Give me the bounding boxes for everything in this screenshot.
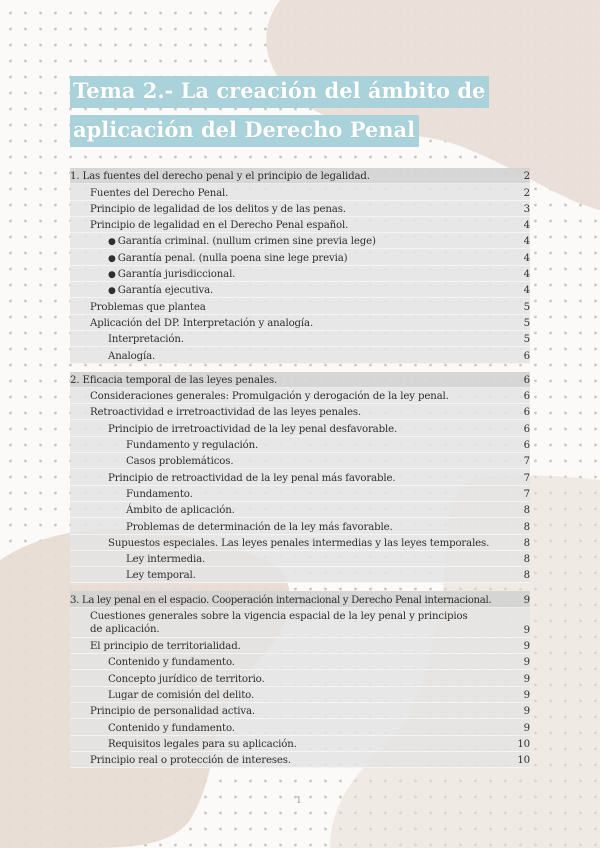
toc-page: 7 [523, 488, 530, 500]
toc-page: 4 [523, 252, 530, 264]
toc-label: Principio de legalidad de los delitos y de las penas. [90, 203, 346, 215]
toc-label: Principio de retroactividad de la ley penal más favorable. [108, 472, 396, 484]
toc-entry[interactable] [70, 298, 530, 314]
toc-label [70, 236, 502, 248]
toc-page: 6 [523, 391, 530, 403]
toc-entry[interactable] [70, 201, 530, 217]
toc-entry[interactable] [70, 282, 530, 298]
toc-page: 5 [523, 317, 530, 329]
toc-entry[interactable] [70, 518, 530, 534]
page-title [70, 76, 489, 154]
toc-entry[interactable] [70, 535, 530, 551]
toc-label: 3. La ley penal en el espacio. Cooperación internacional y Derecho Penal internacional. [70, 594, 492, 606]
toc-label: Problemas de determinación de la ley más favorable. [126, 521, 393, 533]
bullet-icon: ● [108, 253, 116, 264]
toc-label-text: Garantía jurisdiccional. [117, 269, 236, 281]
toc-page: 6 [523, 374, 530, 386]
toc-entry[interactable] [70, 217, 530, 233]
toc-entry[interactable] [70, 266, 530, 282]
toc-page: 5 [523, 301, 530, 313]
toc-entry[interactable] [70, 453, 530, 469]
toc-page: 8 [523, 505, 530, 517]
toc-entry[interactable] [70, 404, 530, 420]
toc-entry[interactable] [70, 347, 530, 363]
toc-entry[interactable] [70, 608, 530, 638]
toc-entry[interactable] [70, 184, 530, 200]
bullet-icon: ● [108, 237, 116, 248]
toc-page: 9 [523, 722, 530, 734]
toc-label: Retroactividad e irretroactividad de las leyes penales. [90, 407, 362, 419]
toc-page: 9 [523, 706, 530, 718]
toc-label: Principio de personalidad activa. [90, 706, 255, 718]
toc-label: Cuestiones generales sobre la vigencia espacial de la ley penal y principios de aplicación. [90, 610, 468, 635]
toc-label: El principio de territorialidad. [90, 641, 241, 653]
toc-label [70, 269, 502, 281]
toc-label: Ley intermedia. [126, 554, 206, 566]
toc-entry[interactable] [70, 703, 530, 719]
toc-page: 8 [523, 570, 530, 582]
toc-page: 6 [523, 350, 530, 362]
toc-entry-section-1[interactable] [70, 168, 530, 184]
toc-entry[interactable] [70, 331, 530, 347]
toc-page: 9 [523, 641, 530, 653]
toc-entry[interactable] [70, 736, 530, 752]
toc-page: 10 [517, 738, 530, 750]
toc-entry[interactable] [70, 249, 530, 265]
toc-label: Supuestos especiales. Las leyes penales intermedias y las leyes temporales. [108, 537, 490, 549]
toc-entry[interactable] [70, 654, 530, 670]
toc-page: 2 [523, 171, 530, 183]
toc-page: 7 [523, 472, 530, 484]
toc-label: Interpretación. [108, 334, 184, 346]
toc-label: Requisitos legales para su aplicación. [108, 738, 297, 750]
toc-page: 9 [523, 657, 530, 669]
toc-page: 6 [523, 423, 530, 435]
title-line-1: Tema 2.- La creación del ámbito de [70, 76, 489, 108]
toc-label: 2. Eficacia temporal de las leyes penales. [70, 374, 278, 386]
toc-page: 9 [523, 689, 530, 701]
toc-entry[interactable] [70, 469, 530, 485]
bullet-icon: ● [108, 286, 116, 297]
toc-label: Aplicación del DP. Interpretación y analogía. [90, 317, 314, 329]
toc-label: Contenido y fundamento. [108, 657, 235, 669]
toc-page: 4 [523, 269, 530, 281]
toc-label [70, 253, 502, 265]
toc-entry[interactable] [70, 567, 530, 583]
toc-page: 6 [523, 440, 530, 452]
toc-entry[interactable] [70, 551, 530, 567]
toc-page: 9 [523, 624, 530, 636]
bullet-icon: ● [108, 270, 116, 281]
page-number: 1 [296, 796, 302, 806]
toc-entry[interactable] [70, 752, 530, 768]
toc-label: Consideraciones generales: Promulgación y derogación de la ley penal. [90, 391, 449, 403]
toc-label: Fundamento y regulación. [126, 440, 259, 452]
toc-label: Principio real o protección de intereses. [90, 755, 291, 767]
toc-label-text: Garantía ejecutiva. [117, 285, 214, 297]
toc-page: 4 [523, 236, 530, 248]
toc-label [70, 285, 502, 297]
toc-label-text: Garantía criminal. (nullum crimen sine previa lege) [117, 236, 376, 248]
toc-page: 6 [523, 407, 530, 419]
toc-label: Fundamento. [126, 488, 193, 500]
toc-page: 4 [523, 285, 530, 297]
toc-entry[interactable] [70, 719, 530, 735]
toc-label: Analogía. [108, 350, 156, 362]
toc-label: Principio de legalidad en el Derecho Penal español. [90, 220, 349, 232]
toc-label: Contenido y fundamento. [108, 722, 235, 734]
toc-label: Lugar de comisión del delito. [108, 689, 255, 701]
toc-page: 3 [523, 203, 530, 215]
table-of-contents [70, 168, 530, 768]
toc-page: 8 [523, 521, 530, 533]
toc-page: 8 [523, 537, 530, 549]
toc-label-text: Garantía penal. (nulla poena sine lege previa) [117, 252, 348, 264]
toc-entry[interactable] [70, 486, 530, 502]
toc-entry[interactable] [70, 420, 530, 436]
toc-entry[interactable] [70, 437, 530, 453]
toc-page: 9 [523, 673, 530, 685]
title-line-2: aplicación del Derecho Penal [70, 115, 419, 147]
toc-page: 2 [523, 187, 530, 199]
toc-entry[interactable] [70, 502, 530, 518]
toc-page: 10 [517, 755, 530, 767]
toc-label: Fuentes del Derecho Penal. [90, 187, 229, 199]
toc-entry[interactable] [70, 315, 530, 331]
toc-label: Ámbito de aplicación. [126, 505, 235, 517]
toc-entry-section-2[interactable] [70, 372, 530, 388]
toc-entry[interactable] [70, 638, 530, 654]
toc-page: 7 [523, 456, 530, 468]
toc-page: 8 [523, 554, 530, 566]
toc-page: 4 [523, 220, 530, 232]
toc-entry[interactable] [70, 388, 530, 404]
toc-entry[interactable] [70, 670, 530, 686]
toc-page: 5 [523, 334, 530, 346]
toc-entry[interactable] [70, 687, 530, 703]
toc-label: Casos problemáticos. [126, 456, 234, 468]
toc-label: Principio de irretroactividad de la ley penal desfavorable. [108, 423, 398, 435]
toc-label: Problemas que plantea [90, 301, 206, 313]
toc-label: Concepto jurídico de territorio. [108, 673, 265, 685]
toc-page: 9 [523, 594, 530, 606]
toc-entry[interactable] [70, 233, 530, 249]
toc-entry-section-3[interactable] [70, 591, 530, 607]
toc-label: 1. Las fuentes del derecho penal y el principio de legalidad. [70, 171, 370, 183]
toc-label: Ley temporal. [126, 570, 196, 582]
